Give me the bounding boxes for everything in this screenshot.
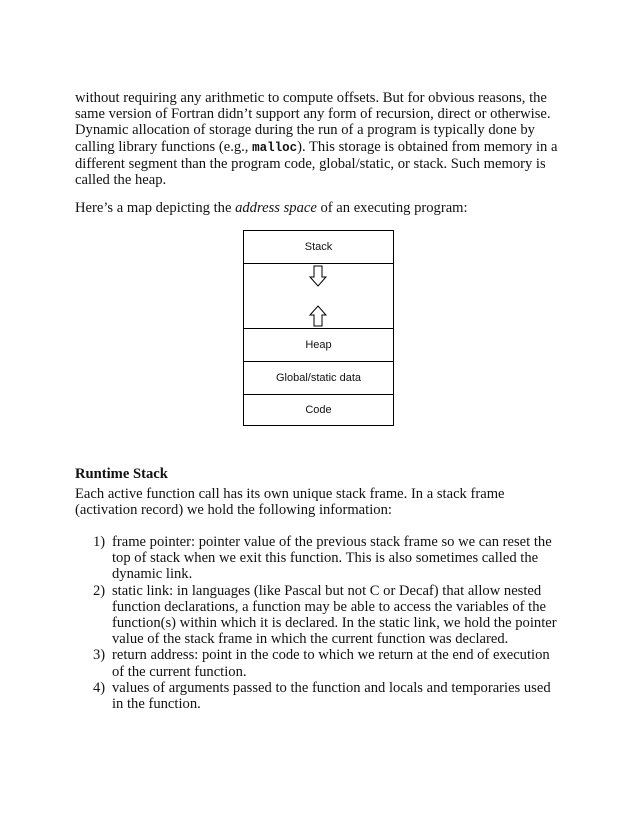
section-heading: Runtime Stack: [75, 466, 168, 482]
address-space-paragraph: [75, 200, 565, 216]
list-item-text: values of arguments passed to the function and locals and temporaries used in the function.: [112, 679, 551, 713]
arrow-down-icon: [308, 265, 328, 287]
list-item: [75, 534, 565, 583]
address-space-text-b: of an executing program:: [316, 200, 468, 216]
stack-frame-list: [75, 534, 565, 712]
address-space-diagram: [243, 230, 394, 426]
malloc-code: malloc: [252, 140, 298, 155]
address-space-text-a: Here’s a map depicting the: [75, 200, 236, 216]
list-item-text: frame pointer: pointer value of the previous stack frame so we can reset the top of stack when we exit this function. This is also sometimes called the dynamic link.: [112, 534, 552, 583]
list-item-number: 4): [93, 679, 106, 696]
section-intro: Each active function call has its own unique stack frame. In a stack frame (activation record) we hold the following information:: [75, 486, 505, 519]
intro-paragraph: [75, 90, 565, 188]
list-item-number: 3): [93, 647, 106, 664]
stack-segment: [244, 231, 393, 264]
list-item: [75, 680, 565, 712]
address-space-emphasis: address space: [235, 200, 317, 216]
code-segment: [244, 395, 393, 425]
list-item: [75, 647, 565, 679]
intro-text-a: without requiring any arithmetic to compute offsets. But for obvious reasons, the same version of Fortran didn’t support any form of recursion, direct or otherwise. Dynamic allocation of storage during the run of a program is typically done by calling library functions (e.g.,: [75, 90, 551, 155]
arrow-up-icon: [308, 305, 328, 327]
free-space-segment: [244, 264, 393, 329]
code-label: Code: [305, 403, 332, 416]
global-static-label: Global/static data: [276, 371, 361, 384]
list-item-text: return address: point in the code to which we return at the end of execution of the current function.: [112, 647, 550, 680]
heap-label: Heap: [305, 338, 332, 351]
global-static-segment: [244, 362, 393, 395]
list-item-number: 1): [93, 534, 106, 550]
stack-label: Stack: [304, 240, 333, 253]
list-item-number: 2): [93, 582, 106, 599]
heap-segment: [244, 329, 393, 362]
list-item: [75, 583, 565, 648]
intro-text-b: ). This storage is obtained from memory in a different segment than the program code, global/static, or stack. Such memory is called the heap.: [75, 138, 558, 189]
list-item-text: static link: in languages (like Pascal but not C or Decaf) that allow nested function declarations, a function may be able to access the variables of the function(s) within which it is declared. In the static link, we hold the pointer value of the stack frame in which the current function was declared.: [112, 582, 557, 648]
